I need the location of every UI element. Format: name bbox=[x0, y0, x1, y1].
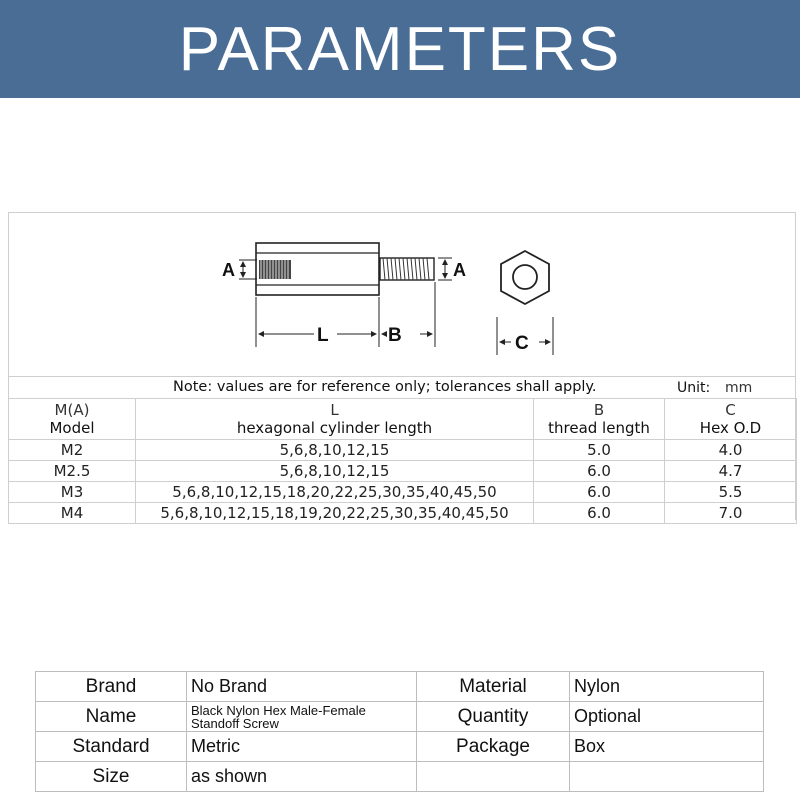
material-value: Nylon bbox=[570, 672, 764, 702]
brand-value: No Brand bbox=[187, 672, 417, 702]
quantity-value: Optional bbox=[570, 702, 764, 732]
page-title: PARAMETERS bbox=[178, 14, 622, 84]
a-left-dimension bbox=[222, 260, 257, 280]
size-value: as shown bbox=[187, 762, 417, 792]
header-length: L hexagonal cylinder length bbox=[136, 399, 534, 440]
product-info-table bbox=[35, 671, 764, 792]
package-value: Box bbox=[570, 732, 764, 762]
cell-length: 5,6,8,10,12,15,18,19,20,22,25,30,35,40,45,50 bbox=[136, 503, 534, 524]
male-thread bbox=[380, 258, 434, 280]
empty-value bbox=[570, 762, 764, 792]
hex-end-view bbox=[497, 251, 553, 355]
a-right-label: A bbox=[453, 260, 466, 280]
table-row bbox=[9, 461, 797, 482]
cell-thread: 6.0 bbox=[534, 482, 665, 503]
header-model: M(A) Model bbox=[9, 399, 136, 440]
material-key: Material bbox=[417, 672, 570, 702]
quantity-key: Quantity bbox=[417, 702, 570, 732]
info-row bbox=[36, 732, 764, 762]
empty-key bbox=[417, 762, 570, 792]
info-row bbox=[36, 672, 764, 702]
cell-thread: 6.0 bbox=[534, 503, 665, 524]
cell-length: 5,6,8,10,12,15,18,20,22,25,30,35,40,45,50 bbox=[136, 482, 534, 503]
a-left-label: A bbox=[222, 260, 235, 280]
header-thread: B thread length bbox=[534, 399, 665, 440]
name-key: Name bbox=[36, 702, 187, 732]
cell-length: 5,6,8,10,12,15 bbox=[136, 461, 534, 482]
standoff-dimension-diagram bbox=[209, 235, 569, 365]
note-row bbox=[9, 376, 795, 398]
table-row bbox=[9, 482, 797, 503]
table-row bbox=[9, 503, 797, 524]
cell-thread: 5.0 bbox=[534, 440, 665, 461]
l-label: L bbox=[317, 325, 329, 346]
cell-length: 5,6,8,10,12,15 bbox=[136, 440, 534, 461]
cell-hex-od: 4.7 bbox=[665, 461, 797, 482]
standoff-body bbox=[256, 243, 379, 295]
cell-hex-od: 4.0 bbox=[665, 440, 797, 461]
standard-value: Metric bbox=[187, 732, 417, 762]
package-key: Package bbox=[417, 732, 570, 762]
info-row bbox=[36, 702, 764, 732]
name-value: Black Nylon Hex Male-Female Standoff Screw bbox=[187, 702, 417, 732]
spec-table bbox=[8, 398, 797, 524]
header-banner bbox=[0, 0, 800, 98]
cell-model: M2.5 bbox=[9, 461, 136, 482]
cell-model: M2 bbox=[9, 440, 136, 461]
info-row bbox=[36, 762, 764, 792]
cell-thread: 6.0 bbox=[534, 461, 665, 482]
brand-key: Brand bbox=[36, 672, 187, 702]
table-row bbox=[9, 440, 797, 461]
b-label: B bbox=[388, 325, 402, 346]
header-hex-od: C Hex O.D bbox=[665, 399, 797, 440]
unit-value: mm bbox=[725, 380, 753, 396]
standard-key: Standard bbox=[36, 732, 187, 762]
c-label: C bbox=[515, 333, 529, 354]
unit-label: Unit: bbox=[677, 380, 711, 396]
size-key: Size bbox=[36, 762, 187, 792]
cell-model: M4 bbox=[9, 503, 136, 524]
spec-panel bbox=[8, 212, 796, 520]
cell-hex-od: 7.0 bbox=[665, 503, 797, 524]
diagram-svg bbox=[209, 235, 569, 365]
tolerance-note: Note: values are for reference only; tolerances shall apply. bbox=[173, 379, 597, 395]
cell-hex-od: 5.5 bbox=[665, 482, 797, 503]
spec-header-row bbox=[9, 399, 797, 440]
cell-model: M3 bbox=[9, 482, 136, 503]
a-right-dimension bbox=[438, 258, 466, 280]
